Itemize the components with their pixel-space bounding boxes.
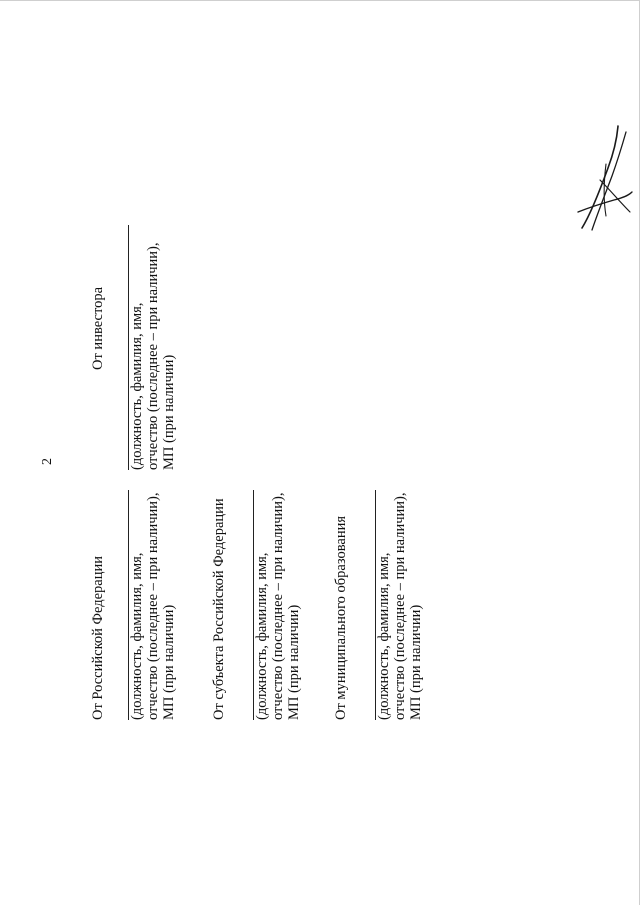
party-rf-caption-1: (должность, фамилия, имя, (129, 552, 145, 720)
party-investor-caption-3: МП (при наличии) (161, 354, 177, 470)
party-subject-caption-2: отчество (последнее – при наличии), (270, 492, 286, 720)
page-number: 2 (40, 458, 55, 465)
party-municipal-caption-3: МП (при наличии) (408, 604, 424, 720)
party-rf-caption-3: МП (при наличии) (161, 604, 177, 720)
party-municipal-heading: От муниципального образования (333, 515, 349, 720)
party-subject-caption-3: МП (при наличии) (286, 604, 302, 720)
party-investor-caption-1: (должность, фамилия, имя, (129, 302, 145, 470)
party-subject-heading: От субъекта Российской Федерации (211, 498, 227, 720)
party-investor-caption-2: отчество (последнее – при наличии), (145, 242, 161, 470)
party-municipal-caption-1: (должность, фамилия, имя, (376, 552, 392, 720)
handwritten-signature (570, 120, 640, 240)
party-rf-caption-2: отчество (последнее – при наличии), (145, 492, 161, 720)
party-investor-heading: От инвестора (90, 286, 106, 370)
party-rf-heading: От Российской Федерации (90, 556, 106, 720)
party-municipal-caption-2: отчество (последнее – при наличии), (392, 492, 408, 720)
party-subject-caption-1: (должность, фамилия, имя, (254, 552, 270, 720)
